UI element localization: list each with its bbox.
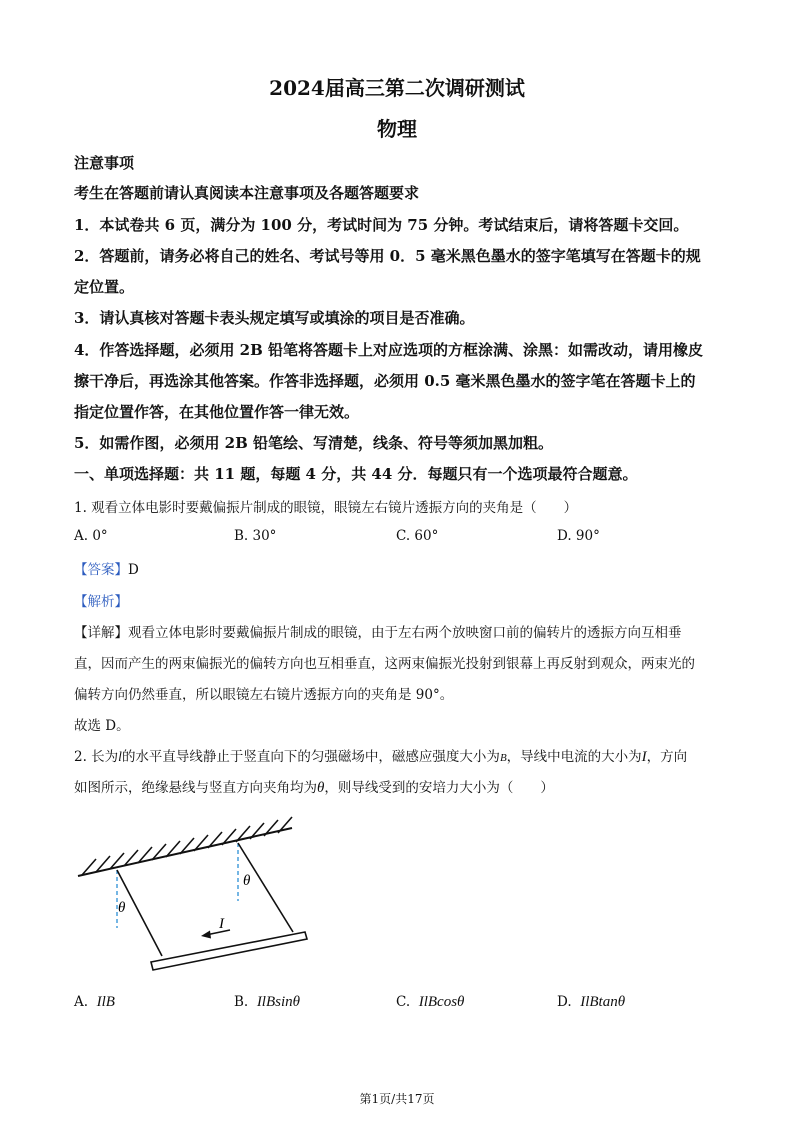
q1-option-b: B. 30° xyxy=(234,528,277,544)
notice-intro: 考生在答题前请认真阅读本注意事项及各题答题要求 xyxy=(74,184,420,202)
notice-item-4: 4．作答选择题，必须用 2B 铅笔将答题卡上对应选项的方框涂满、涂黑：如需改动，请用橡皮 xyxy=(74,341,704,359)
q2-option-c xyxy=(396,994,464,1011)
option-expression: IlB xyxy=(96,994,115,1010)
q2-option-b xyxy=(234,994,300,1011)
q2-stem-part: 2. 长为 xyxy=(74,749,119,765)
option-letter: D. xyxy=(557,994,572,1010)
notice-item-5: 5．如需作图，必须用 2B 铅笔绘、写清楚，线条、符号等须加黑加粗。 xyxy=(74,434,553,452)
q1-option-d: D. 90° xyxy=(557,528,600,544)
q1-option-c: C. 60° xyxy=(396,528,439,544)
answer-tag: 【答案】 xyxy=(74,562,128,578)
notice-item-2: 2．答题前，请务必将自己的姓名、考试号等用 0．5 毫米黑色墨水的签字笔填写在答题卡的规 xyxy=(74,247,701,265)
option-letter: C. xyxy=(396,994,411,1010)
symbol-l: l xyxy=(118,749,122,764)
option-expression: IlBsinθ xyxy=(256,994,301,1010)
q2-option-d xyxy=(557,994,625,1011)
q1-option-a: A. 0° xyxy=(74,528,108,544)
notice-item-4-cont2: 指定位置作答，在其他位置作答一律无效。 xyxy=(74,403,360,421)
q2-stem-part: ，导线中电流的大小为 xyxy=(506,749,642,765)
notice-item-1: 1．本试卷共 6 页，满分为 100 分，考试时间为 75 分钟。考试结束后，请将答题卡交回。 xyxy=(74,216,689,234)
q2-option-a xyxy=(74,994,115,1011)
symbol-theta: θ xyxy=(317,780,325,796)
notice-item-3: 3．请认真核对答题卡表头规定填写或填涂的项目是否准确。 xyxy=(74,309,475,327)
q2-stem-part: ，方向 xyxy=(646,749,688,765)
q1-answer xyxy=(74,558,139,578)
q2-stem-line-2 xyxy=(74,776,554,797)
q2-figure xyxy=(70,808,320,980)
notice-heading: 注意事项 xyxy=(74,154,135,172)
detail-text: 观看立体电影时要戴偏振片制成的眼镜，由于左右两个放映窗口前的偏转片的透振方向互相垂 xyxy=(128,625,682,641)
section-heading: 一、单项选择题：共 11 题，每题 4 分，共 44 分．每题只有一个选项最符合题意。 xyxy=(74,465,638,483)
q1-conclusion: 故选 D。 xyxy=(74,718,130,734)
option-expression: IlBcosθ xyxy=(418,994,465,1010)
q2-stem-part: 的水平直导线静止于竖直向下的匀强磁场中，磁感应强度大小为 xyxy=(121,749,500,765)
analysis-tag: 【解析】 xyxy=(74,594,128,610)
q1-detail-line-3: 偏转方向仍然垂直，所以眼镜左右镜片透振方向的夹角是 90°。 xyxy=(74,687,454,703)
option-letter: B. xyxy=(234,994,249,1010)
q1-stem: 1. 观看立体电影时要戴偏振片制成的眼镜，眼镜左右镜片透振方向的夹角是（ ） xyxy=(74,500,578,516)
notice-item-4-cont: 擦干净后，再选涂其他答案。作答非选择题，必须用 0.5 毫米黑色墨水的签字笔在答题卡上的 xyxy=(74,372,696,390)
q1-detail-line-2: 直，因而产生的两束偏振光的偏转方向也互相垂直，这两束偏振光投射到银幕上再反射到观众，两束光的 xyxy=(74,656,695,672)
option-letter: A. xyxy=(74,994,89,1010)
detail-tag: 【详解】 xyxy=(74,625,128,641)
q2-stem-part: 如图所示，绝缘悬线与竖直方向夹角均为 xyxy=(74,780,317,796)
label-theta-left: θ xyxy=(118,900,126,916)
option-expression: IlBtanθ xyxy=(580,994,626,1010)
q2-stem-line-1 xyxy=(74,745,687,766)
ceiling-hatching xyxy=(82,817,292,875)
symbol-i: I xyxy=(641,749,647,765)
notice-item-2-cont: 定位置。 xyxy=(74,278,135,296)
subject-title: 物理 xyxy=(377,117,417,141)
label-current: I xyxy=(219,916,224,932)
symbol-b: B xyxy=(499,752,507,764)
page-number: 第1页/共17页 xyxy=(359,1092,435,1106)
answer-value: D xyxy=(128,562,139,578)
conductor-rod xyxy=(151,932,307,970)
exam-title: 2024届高三第二次调研测试 xyxy=(269,76,525,100)
q2-stem-part: ，则导线受到的安培力大小为（ ） xyxy=(324,780,554,796)
q1-detail-line-1 xyxy=(74,621,682,641)
current-arrowhead xyxy=(201,931,211,939)
label-theta-right: θ xyxy=(243,873,251,889)
